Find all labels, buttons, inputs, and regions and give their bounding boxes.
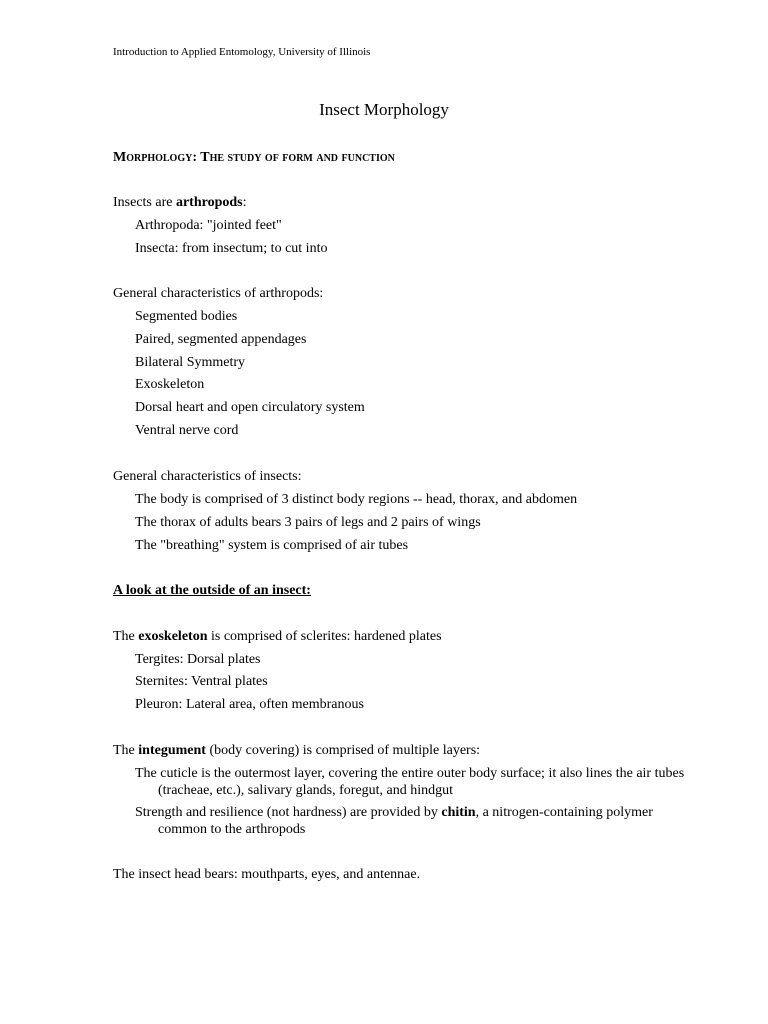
insect-characteristics-heading: General characteristics of insects: — [113, 469, 302, 484]
list-item: Paired, segmented appendages — [135, 332, 307, 347]
list-item — [135, 804, 688, 838]
list-item: Exoskeleton — [135, 377, 205, 392]
list-item: Arthropoda: "jointed feet" — [135, 218, 282, 233]
arthropod-characteristics-heading: General characteristics of arthropods: — [113, 286, 324, 301]
head-line: The insect head bears: mouthparts, eyes, and antennae. — [113, 867, 421, 882]
integument-intro-pre: The — [113, 743, 139, 758]
list-item: The "breathing" system is comprised of air tubes — [135, 538, 409, 553]
list-item: The cuticle is the outermost layer, covering the entire outer body surface; it also lines the air tubes (tracheae, etc.), salivary glands, foregut, and hindgut — [135, 766, 685, 798]
chitin-sentence-pre: Strength and resilience (not hardness) are provided by — [135, 805, 442, 820]
integument-intro-post: (body covering) is comprised of multiple layers: — [205, 743, 481, 758]
list-item: The thorax of adults bears 3 pairs of legs and 2 pairs of wings — [135, 515, 481, 530]
chitin-term: chitin — [441, 805, 476, 820]
list-item: Dorsal heart and open circulatory system — [135, 400, 365, 415]
outside-heading: A look at the outside of an insect: — [113, 583, 311, 598]
list-item: Ventral nerve cord — [135, 423, 239, 438]
list-item: Insecta: from insectum; to cut into — [135, 241, 328, 256]
section-heading: Morphology: The study of form and function — [113, 150, 395, 165]
integument-term: integument — [138, 743, 206, 758]
exoskeleton-intro — [113, 628, 442, 645]
list-item: Tergites: Dorsal plates — [135, 652, 261, 667]
arthropods-term: arthropods — [175, 195, 243, 210]
list-item: Bilateral Symmetry — [135, 355, 246, 370]
exoskeleton-intro-post: is comprised of sclerites: hardened plates — [207, 629, 442, 644]
exoskeleton-intro-pre: The — [113, 629, 139, 644]
arthropods-intro-colon: : — [242, 195, 247, 210]
exoskeleton-term: exoskeleton — [138, 629, 208, 644]
list-item: The body is comprised of 3 distinct body regions -- head, thorax, and abdomen — [135, 492, 578, 507]
page-header: Introduction to Applied Entomology, University of Illinois — [113, 46, 371, 58]
integument-intro — [113, 742, 480, 759]
list-item: Pleuron: Lateral area, often membranous — [135, 697, 364, 712]
arthropods-intro-text: Insects are — [113, 195, 176, 210]
list-item: Segmented bodies — [135, 309, 238, 324]
list-item: Sternites: Ventral plates — [135, 674, 268, 689]
page-title: Insect Morphology — [319, 100, 449, 119]
arthropods-intro — [113, 194, 247, 211]
chitin-sentence-post: , a nitrogen-containing polymer common to the arthropods — [158, 805, 653, 837]
